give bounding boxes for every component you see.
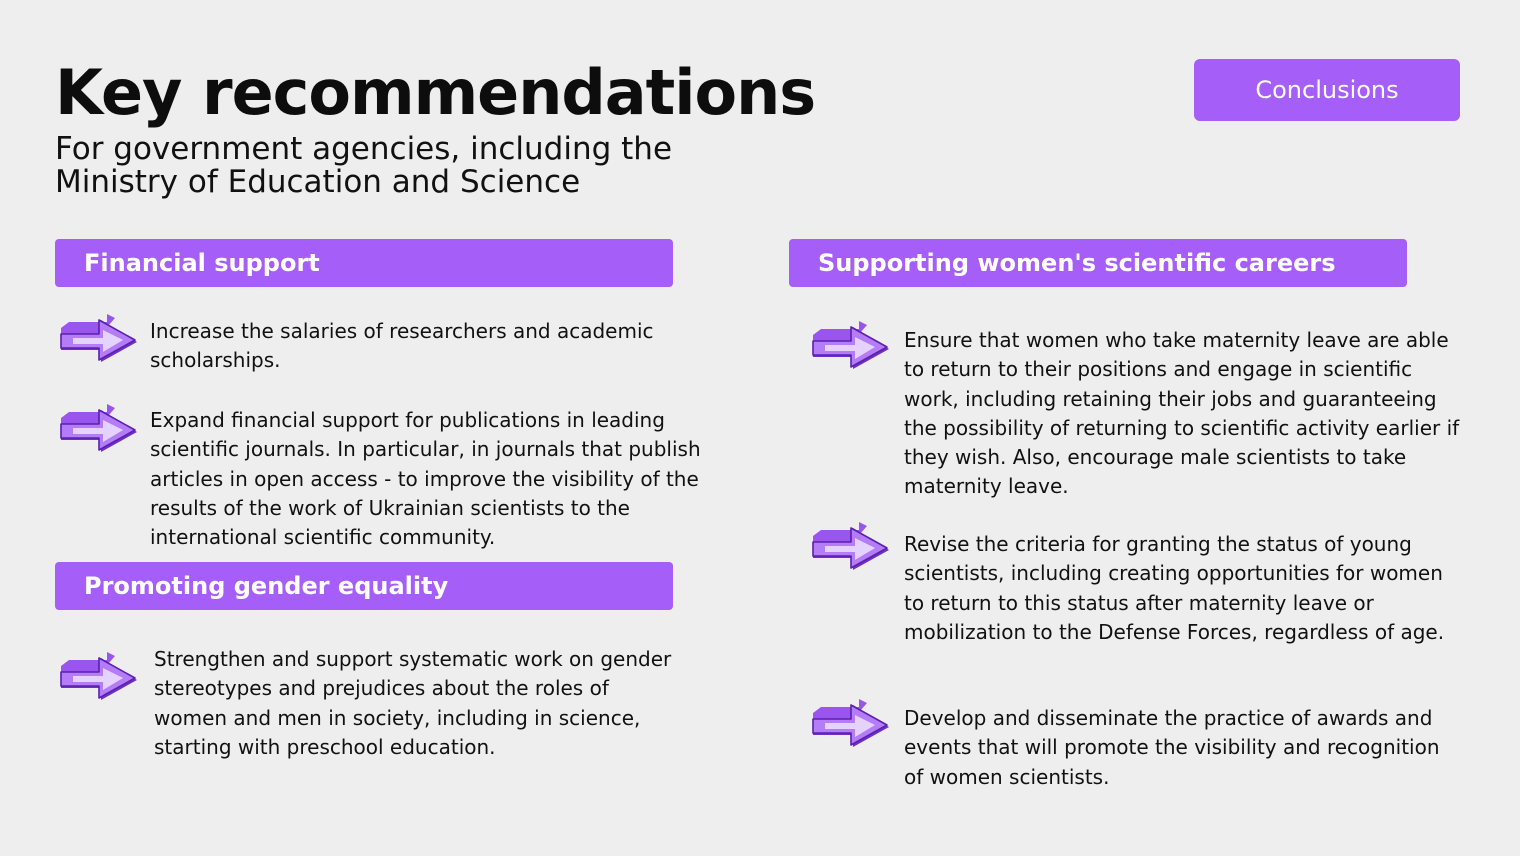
conclusions-button[interactable]: Conclusions xyxy=(1194,59,1460,121)
careers-item-1: Ensure that women who take maternity leave are able to return to their positions and engage in scientific work, including retaining their jobs and guaranteeing the possibility of returning to scientific activity earlier if they wish. Also, encourage male scientists to take maternity leave. xyxy=(904,328,1460,499)
section-financial-support-header: Financial support xyxy=(55,239,673,287)
careers-item-2: Revise the criteria for granting the status of young scientists, including creating opportunities for women to return to this status after maternity leave or mobilization to the Defense Forces, regardless of age. xyxy=(904,532,1445,644)
arrow-icon xyxy=(59,650,139,702)
careers-item-3: Develop and disseminate the practice of awards and events that will promote the visibility and recognition of women scientists. xyxy=(904,706,1440,789)
arrow-icon xyxy=(811,520,891,572)
arrow-icon xyxy=(59,402,139,454)
section-gender-equality-header: Promoting gender equality xyxy=(55,562,673,610)
arrow-icon xyxy=(811,319,891,371)
arrow-icon xyxy=(811,697,891,749)
financial-item-2: Expand financial support for publications in leading scientific journals. In particular, in journals that publish articles in open access - to improve the visibility of the results of the work of Ukrainian scientists to the international scientific community. xyxy=(150,408,701,550)
page-subtitle: For government agencies, including the Ministry of Education and Science xyxy=(55,131,673,200)
gender-item-1: Strengthen and support systematic work on gender stereotypes and prejudices about the roles of women and men in society, including in science, starting with preschool education. xyxy=(154,647,672,759)
financial-item-1: Increase the salaries of researchers and academic scholarships. xyxy=(150,319,654,373)
section-womens-careers-header: Supporting women's scientific careers xyxy=(789,239,1407,287)
page-title: Key recommendations xyxy=(55,56,816,129)
arrow-icon xyxy=(59,312,139,364)
